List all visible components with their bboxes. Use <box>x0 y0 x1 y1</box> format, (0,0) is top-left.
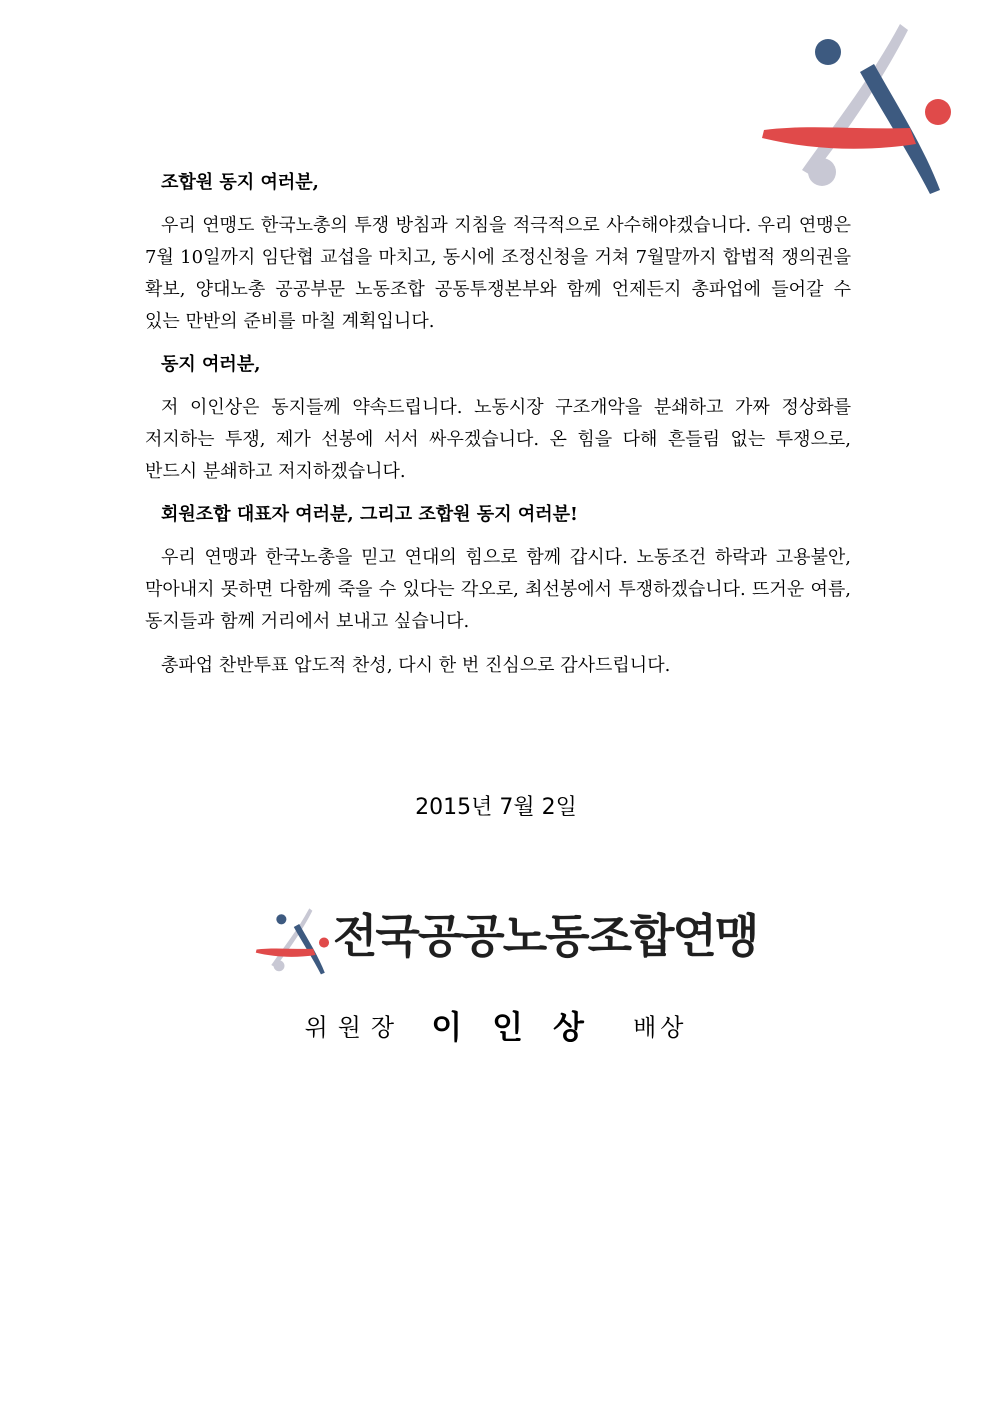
salutation-representatives: 회원조합 대표자 여러분, 그리고 조합원 동지 여러분! <box>161 504 578 525</box>
union-logo-small-icon <box>255 906 331 976</box>
letter-body <box>145 168 851 694</box>
signature-line <box>0 1002 992 1048</box>
signature-name: 이인상 <box>431 1008 614 1046</box>
salutation-comrades: 동지 여러분, <box>161 354 261 375</box>
paragraph-pledge: 저 이인상은 동지들께 약속드립니다. 노동시장 구조개악을 분쇄하고 가짜 정상화를 저지하는 투쟁, 제가 선봉에 서서 싸우겠습니다. 온 힘을 다해 흔들림 없는 투쟁으로, 반드시 분쇄하고 저지하겠습니다. <box>145 397 851 482</box>
paragraph-thanks: 총파업 찬반투표 압도적 찬성, 다시 한 번 진심으로 감사드립니다. <box>161 655 671 676</box>
paragraph-federation-plan: 우리 연맹도 한국노총의 투쟁 방침과 지침을 적극적으로 사수해야겠습니다. 우리 연맹은 7월 10일까지 임단협 교섭을 마치고, 동시에 조정신청을 거쳐 7월말까지 합법적 쟁의권을 확보, 양대노총 공공부문 노동조합 공동투쟁본부와 함께 언제든지 총파업에 들어갈 수 있는 만반의 준비를 마칠 계획입니다. <box>145 215 851 332</box>
organization-logo <box>255 900 758 980</box>
signature-title: 위원장 <box>304 1013 405 1042</box>
letter-date: 2015년 7월 2일 <box>415 795 577 820</box>
salutation-members: 조합원 동지 여러분, <box>161 172 319 193</box>
paragraph-solidarity: 우리 연맹과 한국노총을 믿고 연대의 힘으로 함께 갑시다. 노동조건 하락과 고용불안, 막아내지 못하면 다함께 죽을 수 있다는 각오로, 최선봉에서 투쟁하겠습니다. 뜨거운 여름, 동지들과 함께 거리에서 보내고 싶습니다. <box>145 547 851 632</box>
signature-closing: 배상 <box>633 1013 688 1042</box>
organization-name: 전국공공노동조합연맹 <box>333 909 758 963</box>
